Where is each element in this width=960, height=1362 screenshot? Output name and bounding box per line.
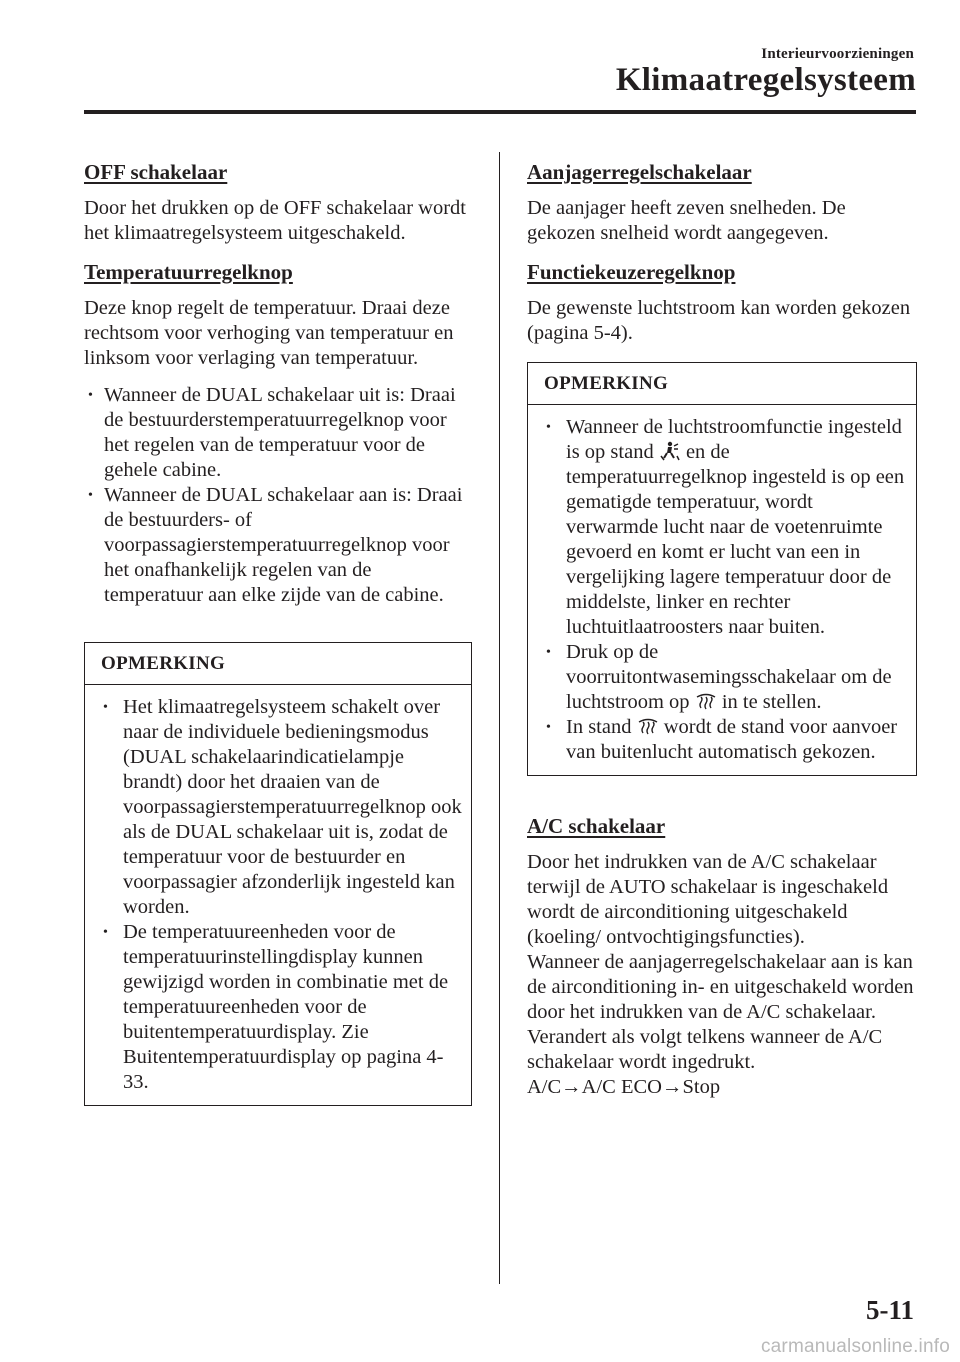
off-switch-heading: OFF schakelaar [84,160,228,184]
header-rule [84,110,916,114]
section-label: Interieurvoorzieningen [761,46,914,62]
list-item: • Wanneer de DUAL schakelaar uit is: Draai de bestuurderstemperatuurregelknop voor het regelen van de temperatuur voor de gehele cabine. [84,383,472,483]
fan-switch-text: De aanjager heeft zeven snelheden. De gekozen snelheid wordt aangegeven. [527,197,846,244]
list-item: • Wanneer de DUAL schakelaar aan is: Draai de bestuurders- of voorpassagierstemperatuurregelknop voor het onafhankelijk regelen van de temperatuur aan elke zijde van de cabine. [84,483,472,608]
fan-switch-heading: Aanjagerregelschakelaar [527,160,752,184]
list-item: • Druk op de voorruitontwasemingsschakelaar om de luchtstroom op in te stellen. [544,640,910,715]
page-number: 5-11 [865,1295,914,1325]
windshield-defrost-icon [637,716,659,736]
list-item: • Wanneer de luchtstroomfunctie ingesteld is op stand en de temperatuurregelknop ingesteld is op een gematigde temperatuur, wordt verwarmde lucht naar de voetenruimte gevoerd en komt er lucht van een in vergelijking lagere temperatuur door de middelste, linker en rechter luchtuitlaatroosters naar buiten. [544,415,910,640]
temperature-knob-text: Deze knop regelt de temperatuur. Draai deze rechtsom voor verhoging van temperatuur en linksom voor verlaging van temperatuur. [84,297,454,369]
list-item: • Het klimaatregelsysteem schakelt over naar de individuele bedieningsmodus (DUAL schakelaarindicatielampje brandt) door het draaien van de voorpassagierstemperatuurregelknop ook als de DUAL schakelaar uit is, zodat de temperatuur voor de bestuurder en voorpassagier afzonderlijk ingesteld kan worden. [101,695,465,920]
ac-switch-heading: A/C schakelaar [527,814,666,838]
temperature-knob-heading: Temperatuurregelknop [84,260,293,284]
note-box [527,362,917,776]
list-item: • De temperatuureenheden voor de temperatuurinstellingdisplay kunnen gewijzigd worden in combinatie met de temperatuureenheden voor de buitentemperatuurdisplay. Zie Buitentemperatuurdisplay op pagina 4-33. [101,920,465,1095]
list-item: • In stand wordt de stand voor aanvoer van buitenlucht automatisch gekozen. [544,715,910,765]
windshield-defrost-icon [695,691,717,711]
mode-knob-heading: Functiekeuzeregelknop [527,260,736,284]
left-column [84,158,472,1120]
column-divider [499,152,500,1284]
ac-sequence: A/C→A/C ECO→Stop [527,1076,721,1098]
mode-knob-text: De gewenste luchtstroom kan worden gekozen (pagina 5-4). [527,297,911,344]
note-heading: OPMERKING [528,363,916,405]
page-title: Klimaatregelsysteem [615,62,916,98]
floor-airflow-icon [659,441,681,461]
right-column [527,158,917,1100]
ac-switch-text: Door het indrukken van de A/C schakelaar terwijl de AUTO schakelaar is ingeschakeld wordt de airconditioning uitgeschakeld (koeling/ ontvochtigingsfuncties). Wanneer de aanjagerregelschakelaar aan is kan de airconditioning in- en uitgeschakeld worden door het indrukken van de A/C schakelaar. Verandert als volgt telkens wanneer de A/C schakelaar wordt ingedrukt. A/C→A/C ECO→Stop [527,850,917,1100]
off-switch-text: Door het drukken op de OFF schakelaar wordt het klimaatregelsysteem uitgeschakeld. [84,197,467,244]
note-heading: OPMERKING [85,643,471,685]
watermark: carmanualsonline.info [760,1336,950,1357]
temperature-bullets [84,383,472,608]
note-box [84,642,472,1106]
